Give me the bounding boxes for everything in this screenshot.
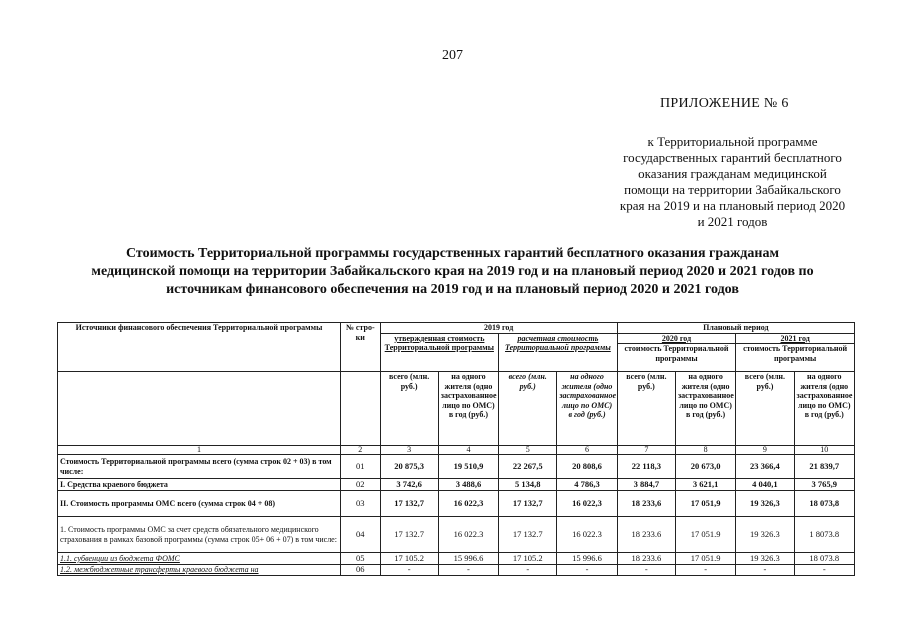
row-label: Стоимость Территориальной программы всего (сумма строк 02 + 03) в том числе:: [58, 455, 341, 479]
subtitle-line: и 2021 годов: [697, 214, 768, 229]
header-spacer: [340, 372, 380, 446]
title-line: медицинской помощи на территории Забайкальского края на 2019 год и на плановый период 2020 и 2021 годов по: [91, 264, 814, 279]
row-number: 04: [340, 517, 380, 553]
cell-value: 1 8073.8: [794, 517, 854, 553]
cell-value: -: [380, 565, 438, 576]
financing-table: [57, 322, 855, 576]
header-spacer: [58, 372, 341, 446]
header-row-number: № стро-ки: [340, 323, 380, 372]
cell-value: 3 488,6: [438, 479, 498, 491]
cell-value: 22 118,3: [617, 455, 675, 479]
column-index: 10: [794, 446, 854, 455]
subtitle-line: оказания гражданам медицинской: [638, 166, 827, 181]
header-plan-period: Плановый период: [617, 323, 854, 334]
cell-value: 17 051.9: [675, 517, 735, 553]
subtitle-line: государственных гарантий бесплатного: [623, 150, 842, 165]
cell-value: 18 073.8: [794, 553, 854, 565]
column-index: 4: [438, 446, 498, 455]
table-row: [58, 455, 855, 479]
column-index: 8: [675, 446, 735, 455]
table-row: [58, 517, 855, 553]
cell-value: 20 808,6: [557, 455, 617, 479]
title-line: источникам финансового обеспечения на 2019 год и на плановый период 2020 и 2021 годов: [166, 282, 739, 297]
cell-value: 17 105.2: [499, 553, 557, 565]
cell-value: 20 673,0: [675, 455, 735, 479]
row-label: 1.2. межбюджетные трансферты краевого бюджета на: [58, 565, 341, 576]
cell-value: -: [557, 565, 617, 576]
cell-value: 17 051.9: [675, 553, 735, 565]
cell-value: 16 022.3: [438, 517, 498, 553]
column-index: 1: [58, 446, 341, 455]
cell-value: 16 022.3: [557, 517, 617, 553]
cell-value: 20 875,3: [380, 455, 438, 479]
cell-value: -: [617, 565, 675, 576]
cell-value: 5 134,8: [499, 479, 557, 491]
cell-value: 19 326.3: [736, 517, 794, 553]
cell-value: 22 267,5: [499, 455, 557, 479]
cell-value: 19 510,9: [438, 455, 498, 479]
header-approved-cost: утвержденная стоимость Территориальной программы: [380, 333, 499, 372]
cell-value: -: [794, 565, 854, 576]
cell-value: 23 366,4: [736, 455, 794, 479]
column-index: 5: [499, 446, 557, 455]
cell-value: 19 326,3: [736, 491, 794, 517]
cell-value: 18 233.6: [617, 517, 675, 553]
column-index: 3: [380, 446, 438, 455]
header-cost-2020: стоимость Территориальной программы: [617, 344, 736, 372]
cell-value: 4 786,3: [557, 479, 617, 491]
cell-value: 16 022,3: [557, 491, 617, 517]
cell-value: 19 326.3: [736, 553, 794, 565]
appendix-heading: ПРИЛОЖЕНИЕ № 6: [660, 96, 789, 111]
cell-value: -: [736, 565, 794, 576]
row-label: 1. Стоимость программы ОМС за счет средств обязательного медицинского страхования в рамках базовой программы (сумма строк 05+ 06 + 07) в том числе:: [58, 517, 341, 553]
subtitle-line: края на 2019 и на плановый период 2020: [619, 198, 846, 213]
header-per-person: на одного жителя (одно застрахованное лицо по ОМС) в год (руб.): [675, 372, 735, 446]
column-index: 2: [340, 446, 380, 455]
cell-value: -: [438, 565, 498, 576]
row-number: 03: [340, 491, 380, 517]
column-index: 6: [557, 446, 617, 455]
cell-value: 17 132.7: [499, 517, 557, 553]
cell-value: 3 765,9: [794, 479, 854, 491]
cell-value: 17 051,9: [675, 491, 735, 517]
table-row: [58, 491, 855, 517]
row-number: 05: [340, 553, 380, 565]
cell-value: 15 996.6: [557, 553, 617, 565]
table-row: [58, 565, 855, 576]
column-index: 7: [617, 446, 675, 455]
cell-value: 17 132.7: [380, 517, 438, 553]
header-total: всего (млн. руб.): [499, 372, 557, 446]
row-label: II. Стоимость программы ОМС всего (сумма строк 04 + 08): [58, 491, 341, 517]
header-2020: 2020 год: [617, 333, 736, 344]
header-total: всего (млн. руб.): [736, 372, 794, 446]
row-number: 01: [340, 455, 380, 479]
cell-value: 17 132,7: [380, 491, 438, 517]
appendix-subtitle: [590, 134, 875, 230]
header-total: всего (млн. руб.): [617, 372, 675, 446]
header-sources: Источники финансового обеспечения Территориальной программы: [58, 323, 341, 372]
header-per-person: на одного жителя (одно застрахованное лицо по ОМС) в год (руб.): [794, 372, 854, 446]
header-cost-2021: стоимость Территориальной программы: [736, 344, 855, 372]
title-line: Стоимость Территориальной программы государственных гарантий бесплатного оказания гражданам: [125, 246, 779, 261]
cell-value: 16 022,3: [438, 491, 498, 517]
cell-value: 18 073,8: [794, 491, 854, 517]
row-number: 06: [340, 565, 380, 576]
cell-value: 3 621,1: [675, 479, 735, 491]
document-title: [40, 245, 865, 299]
subtitle-line: к Территориальной программе: [647, 134, 818, 149]
cell-value: -: [675, 565, 735, 576]
header-per-person: на одного жителя (одно застрахованное лицо по ОМС) в год (руб.): [438, 372, 498, 446]
row-number: 02: [340, 479, 380, 491]
header-per-person: на одного жителя (одно застрахованное лицо по ОМС) в год (руб.): [557, 372, 617, 446]
cell-value: 3 742,6: [380, 479, 438, 491]
cell-value: 17 105.2: [380, 553, 438, 565]
row-label: 1.1. субвенции из бюджета ФОМС: [58, 553, 341, 565]
page-number: 207: [442, 48, 463, 63]
column-index: 9: [736, 446, 794, 455]
subtitle-line: помощи на территории Забайкальского: [624, 182, 841, 197]
cell-value: 4 040,1: [736, 479, 794, 491]
header-2021: 2021 год: [736, 333, 855, 344]
cell-value: -: [499, 565, 557, 576]
header-calculated-cost: расчетная стоимость Территориальной программы: [499, 333, 618, 372]
cell-value: 18 233,6: [617, 491, 675, 517]
column-index-row: [58, 446, 855, 455]
header-total: всего (млн. руб.): [380, 372, 438, 446]
cell-value: 17 132,7: [499, 491, 557, 517]
table-row: [58, 479, 855, 491]
cell-value: 21 839,7: [794, 455, 854, 479]
row-label: I. Средства краевого бюджета: [58, 479, 341, 491]
cell-value: 3 884,7: [617, 479, 675, 491]
header-2019: 2019 год: [380, 323, 617, 334]
cell-value: 15 996.6: [438, 553, 498, 565]
table-row: [58, 553, 855, 565]
cell-value: 18 233.6: [617, 553, 675, 565]
